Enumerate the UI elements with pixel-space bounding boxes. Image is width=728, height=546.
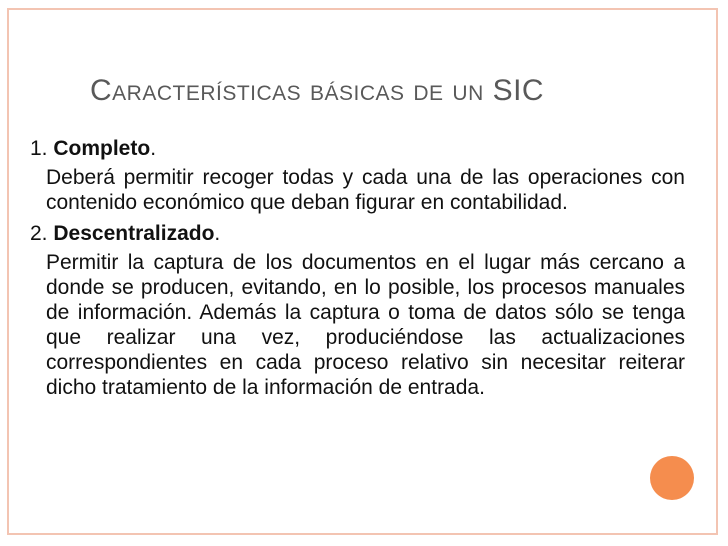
- list-item-description: Deberá permitir recoger todas y cada una de las operaciones con contenido económico que deban figurar en contabilidad.: [46, 166, 685, 214]
- item-suffix: .: [150, 137, 157, 160]
- decorative-circle: [650, 456, 694, 500]
- item-number: 1.: [30, 137, 48, 160]
- slide-body: [30, 136, 685, 406]
- slide-title: Características básicas de un SIC: [90, 74, 545, 107]
- item-suffix: .: [214, 222, 221, 245]
- list-item-heading: [30, 221, 685, 246]
- list-item-description: Permitir la captura de los documentos en el lugar más cercano a donde se producen, evitando, en lo posible, los procesos manuales de información. Además la captura o toma de datos sólo se tenga que realizar una vez, produciéndose las actualizaciones correspondientes en cada proceso relativo sin necesitar reiterar dicho tratamiento de la información de entrada.: [46, 251, 685, 399]
- item-heading: Descentralizado: [53, 222, 215, 245]
- item-heading: Completo: [53, 137, 151, 160]
- list-item-heading: [30, 136, 685, 161]
- item-number: 2.: [30, 222, 48, 245]
